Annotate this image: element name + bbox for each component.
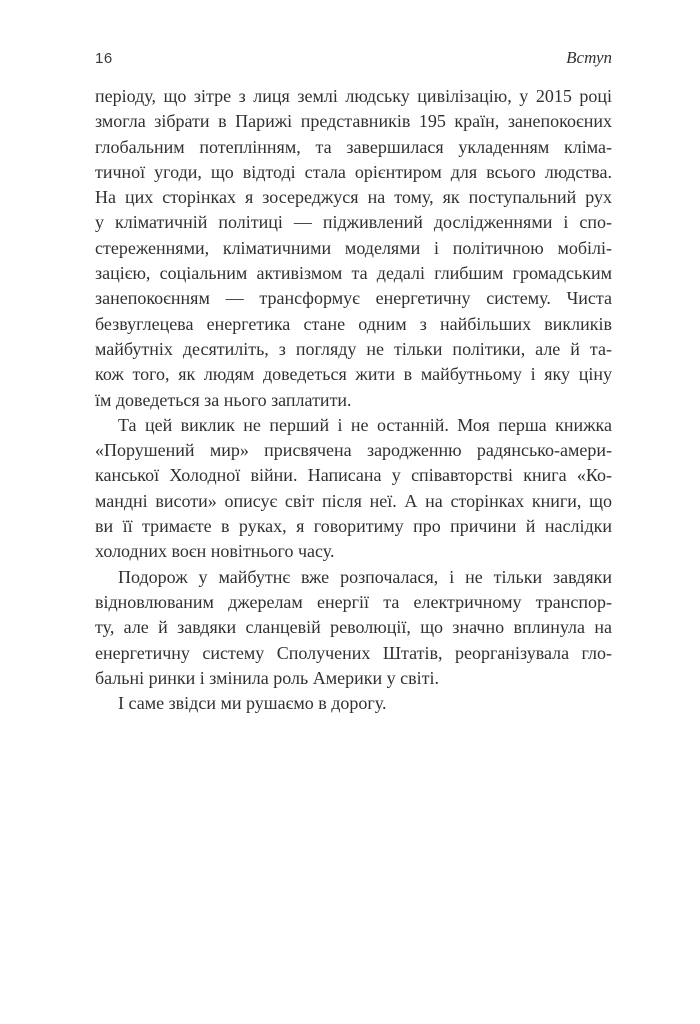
page-number: 16 xyxy=(95,50,113,67)
text-line: бальні ринки і змінила роль Америки у світі. xyxy=(95,667,439,688)
text-line: відновлюваним джерелам енергії та електричному транспор- xyxy=(95,591,612,612)
text-line: безвуглецева енергетика стане одним з найбільших викликів xyxy=(95,313,612,334)
text-line: холодних воєн новітнього часу. xyxy=(95,541,335,562)
text-line: стереженнями, кліматичними моделями і політичною мобілі- xyxy=(95,237,612,258)
page-header xyxy=(95,48,612,68)
text-line: глобальним потеплінням, та завершилася укладенням кліма- xyxy=(95,136,612,157)
text-line: періоду, що зітре з лиця землі людську цивілізацію, у 2015 році xyxy=(95,86,612,106)
text-line: Та цей виклик не перший і не останній. Моя перша книжка xyxy=(118,414,612,435)
text-line: у кліматичній політиці — підживлений дослідженнями і спо- xyxy=(95,212,612,233)
text-line: ви її тримаєте в руках, я говоритиму про причини й наслідки xyxy=(95,516,612,537)
running-header: Вступ xyxy=(566,48,612,67)
text-line: І саме звідси ми рушаємо в дорогу. xyxy=(118,693,387,714)
text-line: На цих сторінках я зосереджуся на тому, як поступальний рух xyxy=(95,187,612,208)
text-line: занепокоєнням — трансформує енергетичну систему. Чиста xyxy=(95,288,612,309)
text-line: Подорож у майбутнє вже розпочалася, і не тільки завдяки xyxy=(118,566,612,587)
text-line: «Порушений мир» присвячена зародженню радянсько-амери- xyxy=(95,440,612,461)
text-line: змогла зібрати в Парижі представників 195 країн, занепокоєних xyxy=(95,111,612,132)
text-line: ту, але й завдяки сланцевій революції, що значно вплинула на xyxy=(95,617,612,638)
text-line: енергетичну систему Сполучених Штатів, реорганізувала гло- xyxy=(95,642,612,663)
body-text xyxy=(95,84,612,716)
text-line: мандні висоти» описує світ після неї. А на сторінках книги, що xyxy=(95,490,612,511)
text-line: тичної угоди, що відтоді стала орієнтиром для всього людства. xyxy=(95,161,612,182)
text-line: кож того, як людям доведеться жити в майбутньому і яку ціну xyxy=(95,364,612,385)
text-line: зацією, соціальним активізмом та дедалі глибшим громадським xyxy=(95,263,612,284)
text-line: канської Холодної війни. Написана у співавторстві книга «Ко- xyxy=(95,465,612,486)
text-line: майбутніх десятиліть, з погляду не тільки політики, але й та- xyxy=(95,338,612,359)
text-line: їм доведеться за нього заплатити. xyxy=(95,389,352,410)
